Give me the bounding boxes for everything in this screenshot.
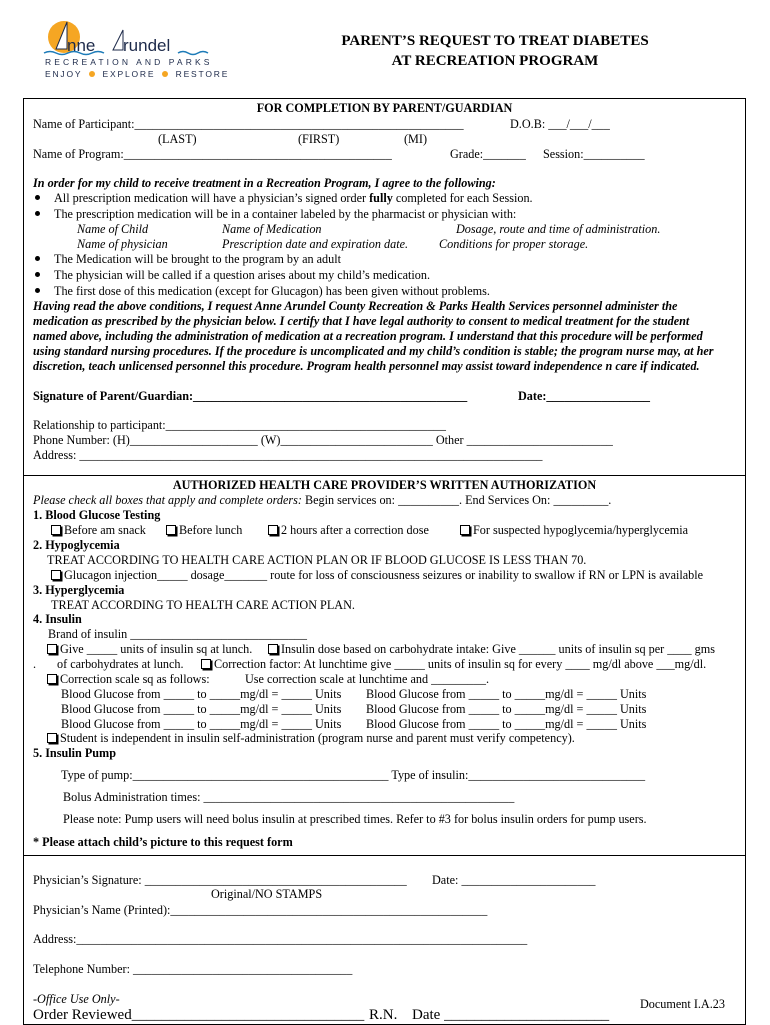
pump-type-field[interactable]: Type of pump:__________________________________________ Type of insulin:_____________________________ <box>61 768 646 782</box>
form-title-line1: PARENT’S REQUEST TO TREAT DIABETES <box>341 33 649 49</box>
stray-dot: . <box>33 657 37 671</box>
session-field[interactable]: Session:__________ <box>543 147 645 161</box>
label-item: Name of Medication <box>222 222 322 236</box>
checkbox-icon <box>51 525 61 535</box>
attach-picture-note: * Please attach child’s picture to this request form <box>33 835 293 849</box>
section-title-insulin: 4. Insulin <box>33 612 82 626</box>
blood-glucose-range-field[interactable]: Blood Glucose from _____ to _____mg/dl = _____ Units <box>366 717 647 731</box>
logo-tagline-1: RECREATION AND PARKS <box>45 57 213 67</box>
logo-enjoy: ENJOY <box>45 69 83 79</box>
agreement-bullet-3: The Medication will be brought to the program by an adult <box>54 252 342 266</box>
label-item: Prescription date and expiration date. <box>222 237 409 251</box>
blood-glucose-range-field[interactable]: Blood Glucose from _____ to _____mg/dl = _____ Units <box>366 702 647 716</box>
office-use-label: -Office Use Only- <box>33 992 120 1006</box>
section-title-insulin-pump: 5. Insulin Pump <box>33 746 116 760</box>
checkbox-student-independent[interactable]: Student is independent in insulin self-administration (program nurse and parent must verify competency). <box>47 732 575 744</box>
checkbox-icon <box>460 525 470 535</box>
document-id: Document I.A.23 <box>640 997 725 1011</box>
label-item: Dosage, route and time of administration. <box>456 222 661 236</box>
rn-label: R.N. <box>369 1007 398 1023</box>
checkbox-before-am-snack[interactable]: Before am snack <box>51 524 146 536</box>
bolus-times-field[interactable]: Bolus Administration times: ___________________________________________________ <box>63 790 515 804</box>
label-item: Name of physician <box>77 237 168 251</box>
agreement-intro: In order for my child to receive treatment in a Recreation Program, I agree to the following: <box>33 176 496 190</box>
program-name-field[interactable]: Name of Program:____________________________________________ <box>33 147 392 161</box>
logo-tagline-2 <box>45 70 229 79</box>
correction-scale-time: Use correction scale at lunchtime and _________. <box>245 672 490 686</box>
hyperglycemia-instruction: TREAT ACCORDING TO HEALTH CARE ACTION PLAN. <box>51 598 355 612</box>
checkbox-after-correction[interactable]: 2 hours after a correction dose <box>268 524 429 536</box>
agreement-bullet-4: The physician will be called if a question arises about my child’s medication. <box>54 268 431 282</box>
bullet-icon <box>35 285 40 297</box>
checkbox-before-lunch[interactable]: Before lunch <box>166 524 242 536</box>
consent-line: discretion, teach unlicensed personnel this procedure. Program health personnel may assist toward independence n care if indicated. <box>33 359 700 373</box>
checkbox-glucagon[interactable]: Glucagon injection_____ dosage_______ route for loss of consciousness seizures or inability to swallow if RN or LPN is available <box>51 569 703 581</box>
logo <box>40 20 230 82</box>
insulin-brand-field[interactable]: Brand of insulin _____________________________ <box>48 627 307 641</box>
consent-line: using standard nursing procedures. If the procedure is uncomplicated and my child’s condition is stable; the program nurse may, at her <box>33 344 714 358</box>
section-divider-provider <box>23 855 746 856</box>
consent-line: Having read the above conditions, I request Anne Arundel County Recreation & Parks Health Services personnel administer the <box>33 299 678 313</box>
pump-note: Please note: Pump users will need bolus insulin at prescribed times. Refer to #3 for bolus insulin orders for pump users. <box>63 812 647 826</box>
checkbox-icon <box>47 644 57 654</box>
address-field[interactable]: Address: ____________________________________________________________________________ <box>33 448 543 462</box>
carb-continuation: of carbohydrates at lunch. <box>57 657 184 671</box>
agreement-bullet-5: The first dose of this medication (except for Glucagon) has been given without problems. <box>54 284 490 298</box>
logo-restore: RESTORE <box>175 69 230 79</box>
section-title-hyperglycemia: 3. Hyperglycemia <box>33 583 125 597</box>
section-title-hypoglycemia: 2. Hypoglycemia <box>33 538 120 552</box>
agreement-bullet-2: The prescription medication will be in a container labeled by the pharmacist or physician with: <box>54 207 517 221</box>
logo-dot-icon <box>89 71 95 77</box>
checkbox-icon <box>51 570 61 580</box>
review-date-field[interactable]: Date ______________________ <box>412 1007 610 1023</box>
bullet-icon <box>35 253 40 265</box>
dob-field[interactable]: D.O.B: ___/___/___ <box>510 117 610 131</box>
checkbox-icon <box>47 733 57 743</box>
bullet-icon <box>35 192 40 204</box>
bullet-icon <box>35 269 40 281</box>
participant-name-field[interactable]: Name of Participant:______________________________________________________ <box>33 117 464 131</box>
label-first: (FIRST) <box>298 132 340 146</box>
checkbox-icon <box>268 525 278 535</box>
logo-dot-icon <box>162 71 168 77</box>
parent-signature-field[interactable]: Signature of Parent/Guardian:_____________________________________________ <box>33 389 468 403</box>
grade-field[interactable]: Grade:_______ <box>450 147 526 161</box>
physician-name-field[interactable]: Physician’s Name (Printed):____________________________________________________ <box>33 903 488 917</box>
parent-date-field[interactable]: Date:_________________ <box>518 389 651 403</box>
blood-glucose-range-field[interactable]: Blood Glucose from _____ to _____mg/dl = _____ Units <box>366 687 647 701</box>
blood-glucose-range-field[interactable]: Blood Glucose from _____ to _____mg/dl = _____ Units <box>61 717 342 731</box>
physician-address-field[interactable]: Address:__________________________________________________________________________ <box>33 932 528 946</box>
bullet-icon <box>35 208 40 220</box>
checkbox-correction-scale[interactable]: Correction scale sq as follows: <box>47 673 210 685</box>
checkbox-correction-factor[interactable]: Correction factor: At lunchtime give _____ units of insulin sq for every ____ mg/dl above ___mg/dl. <box>201 658 706 670</box>
checkbox-carb-dose[interactable]: Insulin dose based on carbohydrate intake: Give ______ units of insulin sq per ____ gms <box>268 643 715 655</box>
hypoglycemia-instruction: TREAT ACCORDING TO HEALTH CARE ACTION PLAN OR IF BLOOD GLUCOSE IS LESS THAN 70. <box>47 553 587 567</box>
order-reviewed-field[interactable]: Order Reviewed_______________________________ <box>33 1007 365 1023</box>
blood-glucose-range-field[interactable]: Blood Glucose from _____ to _____mg/dl = _____ Units <box>61 702 342 716</box>
section-divider-parent <box>23 475 746 476</box>
checkbox-give-units[interactable]: Give _____ units of insulin sq at lunch. <box>47 643 252 655</box>
physician-phone-field[interactable]: Telephone Number: ____________________________________ <box>33 962 353 976</box>
checkbox-icon <box>201 659 211 669</box>
checkbox-icon <box>47 674 57 684</box>
label-mi: (MI) <box>404 132 428 146</box>
logo-explore: EXPLORE <box>102 69 156 79</box>
label-last: (LAST) <box>158 132 197 146</box>
blood-glucose-range-field[interactable]: Blood Glucose from _____ to _____mg/dl = _____ Units <box>61 687 342 701</box>
label-item: Name of Child <box>77 222 149 236</box>
provider-instructions: Please check all boxes that apply and complete orders: Begin services on: __________. End Services On: _________. <box>33 493 612 507</box>
provider-section-heading: AUTHORIZED HEALTH CARE PROVIDER’S WRITTEN AUTHORIZATION <box>172 478 597 492</box>
section-title-glucose-testing: 1. Blood Glucose Testing <box>33 508 161 522</box>
relationship-field[interactable]: Relationship to participant:______________________________________________ <box>33 418 446 432</box>
checkbox-icon <box>268 644 278 654</box>
original-no-stamps-note: Original/NO STAMPS <box>211 887 323 901</box>
logo-wordmark-a: nne <box>67 36 96 55</box>
phone-field[interactable]: Phone Number: (H)_____________________ (W)_________________________ Other ________________________ <box>33 433 613 447</box>
agreement-bullet-1: All prescription medication will have a physician’s signed order fully completed for each Session. <box>54 191 533 205</box>
consent-line: medication as prescribed by the physician below. I certify that I have legal authority to consent to medical treatment for the student <box>33 314 690 328</box>
physician-date-field[interactable]: Date: ______________________ <box>432 873 596 887</box>
consent-line: named above, including the administration of medication at a recreation program. I understand that this procedure will be performed <box>33 329 703 343</box>
logo-wordmark-b: rundel <box>123 36 171 55</box>
checkbox-suspected-hypo-hyper[interactable]: For suspected hypoglycemia/hyperglycemia <box>460 524 688 536</box>
parent-section-heading: FOR COMPLETION BY PARENT/GUARDIAN <box>256 101 513 115</box>
checkbox-icon <box>166 525 176 535</box>
label-item: Conditions for proper storage. <box>439 237 589 251</box>
form-title-line2: AT RECREATION PROGRAM <box>391 53 599 69</box>
physician-signature-field[interactable]: Physician’s Signature: ___________________________________________ <box>33 873 407 887</box>
